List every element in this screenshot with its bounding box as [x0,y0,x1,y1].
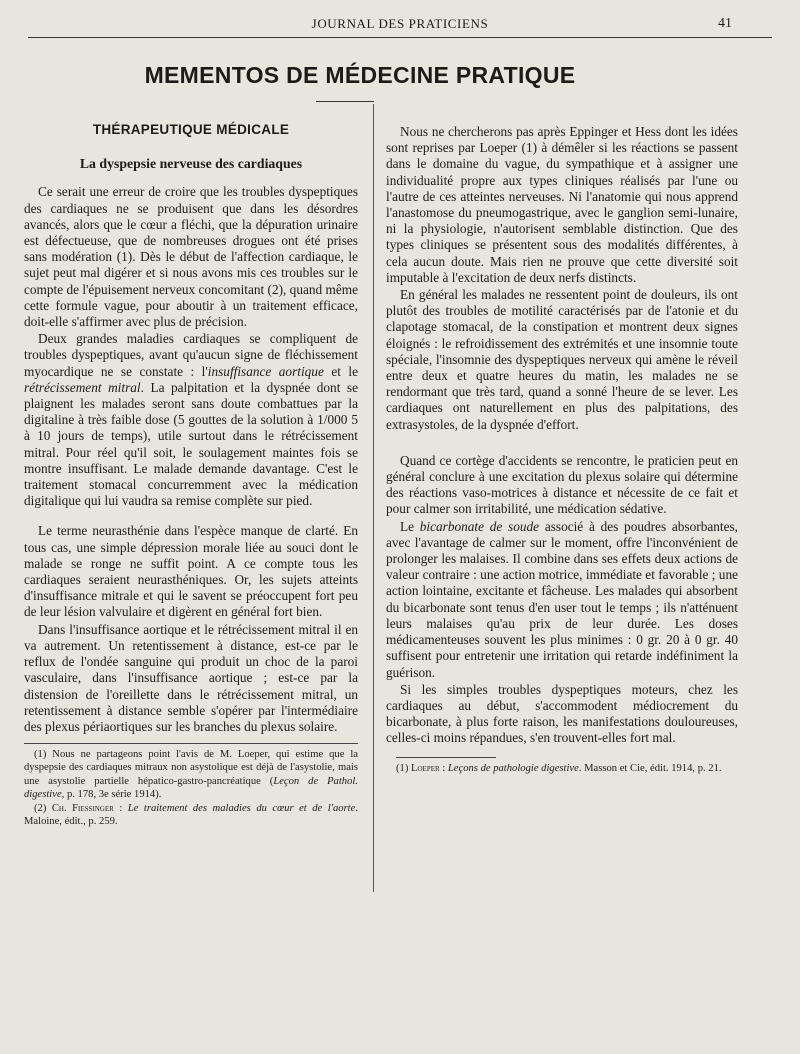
right-paragraph-4: Le bicarbonate de soude associé à des poudres absorbantes, avec l'avantage de calmer sur le moment, offre l'inconvénient de prolonger les malaises. Il combine dans ses effets deux actions de valeur contraire : une action motrice, immédiate et favorable ; une action lointaine, excitante et fâcheuse. Les malades qui absorbent du bicarbonate sont tenus d'en user tout le temps ; ils n'atténuent leurs malaises qu'au prix de leur durée. Les doses médicamenteuses souvent les plus minimes : 0 gr. 20 à 0 gr. 40 suffisent pour entretenir une irritation qui retarde indéfiniment la guérison. [386,518,738,680]
right-paragraph-3: Quand ce cortège d'accidents se rencontre, le praticien peut en général conclure à une excitation du plexus solaire qui détermine des réactions vaso-motrices à distance et nécessite de ce fait et pour calmer son irritabilité, une médication sédative. [386,452,738,517]
footnote-1: (1) Loeper : Leçons de pathologie digestive. Masson et Cie, édit. 1914, p. 21. [396,762,722,774]
page-title: MEMENTOS DE MÉDECINE PRATIQUE [144,62,576,88]
right-paragraph-5: Si les simples troubles dyspeptiques moteurs, chez les cardiaques au début, s'accommodent médiocrement du bicarbonate, à plus forte raison, les manifestations douloureuses, celles-ci moins répandues, s'en trouvent-elles fort mal. [386,681,738,746]
article-subtitle: La dyspepsie nerveuse des cardiaques [79,156,303,172]
right-column [386,124,738,775]
page-number: 41 [718,16,732,31]
left-paragraph-2: Deux grandes maladies cardiaques se compliquent de troubles dyspeptiques, avant qu'aucun signe de fléchissement myocardique ne se constate : l'insuffisance aortique et le rétrécissement mitral. La palpitation et la dyspnée dont se plaignent les malades seront sans doute combattues par la digitaline à très faible dose (5 gouttes de la solution à 1/000 5 à 10 jours de temps), utile surtout dans le rétrécissement mitral. Pour réel qu'il soit, le soulagement maintes fois se montre insuffisant. Le malade demande davantage. C'est le traitement stomacal concurremment avec la médication digitalique qui lui vaudra sa remise complète sur pied. [24,331,359,509]
footnote-rule [24,743,358,744]
footnote-rule [396,757,496,758]
running-header [28,14,772,36]
left-footnotes [24,748,358,828]
right-footnotes [386,762,738,775]
header-rule [28,37,772,38]
left-paragraph-4: Dans l'insuffisance aortique et le rétrécissement mitral il en va autrement. Un retentissement à distance, est-ce par le reflux de l'ondée sanguine qui produit un choc de la paroi vasculaire, dans l'insuffisance aortique ; est-ce par la distension de l'oreillette dans le rétrécissement mitral, un retentissement à distance semble s'opérer par l'intermédiaire des plexus périaortiques sur les branches du plexus solaire. [24,621,358,734]
right-paragraph-1: Nous ne chercherons pas après Eppinger et Hess dont les idées sont reprises par Loeper (1) à démêler si les réactions se passent dans le domaine du vague, du sympathique et à assigner une individualité propre aux types cliniques réalisés par l'une ou l'autre de ces atteintes nerveuses. Ni l'anatomie qui nous apprend l'anastomose du pneumogastrique, avec le ganglion semi-lunaire, ni la physiologie, n'autorisent semblable distinction. Que des types cliniques se présentent sous des modalités différentes, à cela aucun doute. Mais rien ne prouve que cette diversité soit imputable à l'excitation de deux nerfs distincts. [386,124,738,285]
footnote-1: (1) Nous ne partageons point l'avis de M. Loeper, qui estime que la dyspepsie des cardiaques mitraux non asystolique est déjà de l'asystolie, mais une asystolie partielle hépatico-gastro-pancréatique (Leçon de Pathol. digestive, p. 178, 3e série 1914). [24,749,358,800]
journal-name: JOURNAL DES PRATICIENS [311,16,489,31]
section-title: THÉRAPEUTIQUE MÉDICALE [92,122,290,137]
footnote-2: (2) Ch. Fiessinger : Le traitement des maladies du cœur et de l'aorte. Maloine, édit., p. 259. [24,802,358,828]
title-rule [316,101,374,102]
column-divider [373,104,374,892]
left-column [24,122,358,828]
right-paragraph-2: En général les malades ne ressentent point de douleurs, ils ont plutôt des troubles de motilité caractérisés par de l'atonie et du clapotage stomacal, de la constipation et montrent deux signes éloignés : le refroidissement des extrémités et une insomnie toute spéciale, l'insomnie des dyspeptiques nerveux qui amène le réveil entre deux et quatre heures du matin, les malades ne se rendormant que très tard, quand a sonné l'heure de se lever. Les cardiaques ont naturellement en plus des palpitations, des extrasystoles, de la dyspnée d'effort. [386,287,738,432]
left-paragraph-1: Ce serait une erreur de croire que les troubles dyspeptiques des cardiaques ne se produisent que dans les désordres avancés, alors que le cœur a fléchi, que la dépuration urinaire est défectueuse, que de nombreuses drogues ont été prises sans modération (1). Dès le début de l'affection cardiaque, le sujet peut mal digérer et si nous avons mis ces troubles sur le compte de l'épuisement nerveux concomitant (2), quand même cette formule vague, pour aboutir à un traitement efficace, doit-elle s'affirmer avec plus de précision. [24,184,358,330]
left-paragraph-3: Le terme neurasthénie dans l'espèce manque de clarté. En tous cas, une simple dépression morale liée au souci dont le malade se ronge ne suffit point. A ce compte tous les cardiaques seraient neurasthéniques. Or, les sujets atteints d'insuffisance mitrale et qui le savent se préoccupent fort peu de leur lésion valvulaire et digèrent en général fort bien. [24,523,358,620]
